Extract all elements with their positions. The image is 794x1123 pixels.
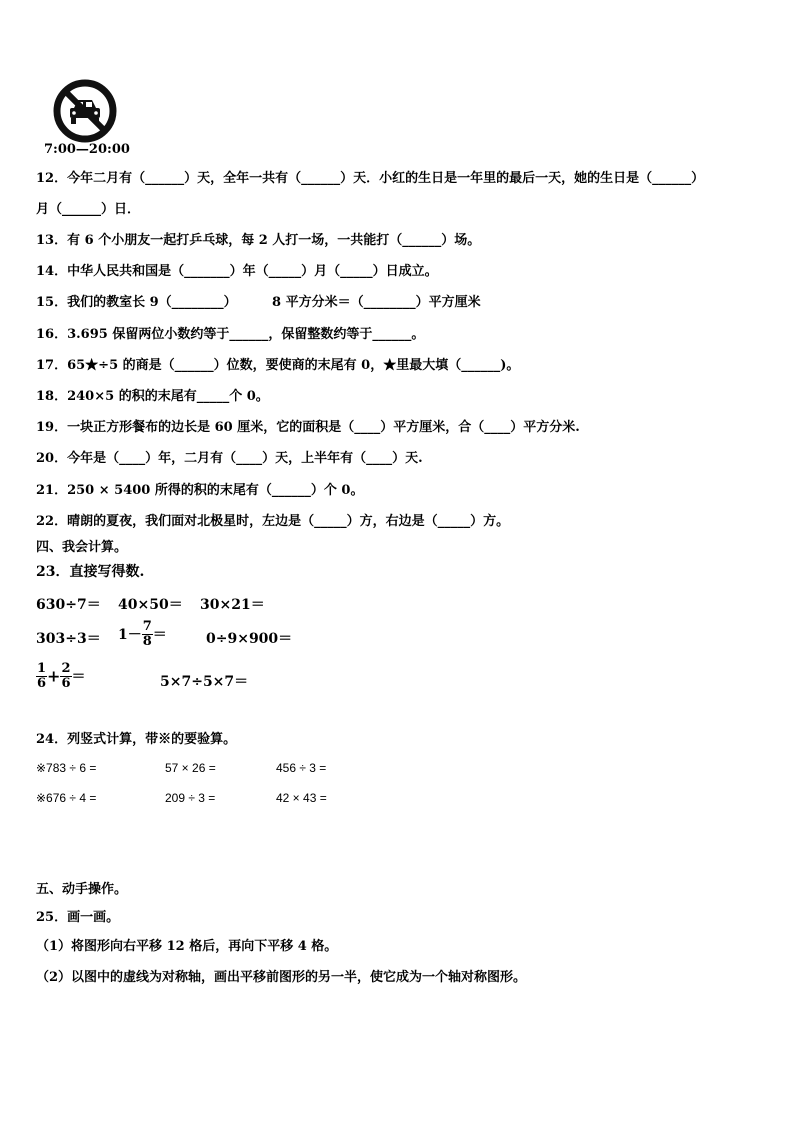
calc-item: 303÷3＝ [36,631,101,647]
question-23-title: 23．直接写得数. [36,564,145,580]
question-13: 13．有 6 个小朋友一起打乒乓球，每 2 人打一场，一共能打（______）场。 [36,233,481,248]
vertical-calc-item: ※676 ÷ 4 = [36,791,97,805]
fraction-numerator: 1 [37,661,47,676]
vertical-calc-item: 57 × 26 = [165,761,216,775]
calc-item: 0÷9×900＝ [206,631,293,647]
vertical-calc-item: 209 ÷ 3 = [165,791,216,805]
section-4-heading: 四、我会计算。 [36,540,128,555]
calc-item: 40×50＝ [118,597,183,613]
vertical-calc-item: 456 ÷ 3 = [276,761,327,775]
fraction [60,662,71,690]
sign-time: 7:00—20:00 [44,142,130,157]
question-14: 14．中华人民共和国是（_______）年（_____）月（_____）日成立。 [36,264,438,279]
vertical-calc-item: 42 × 43 = [276,791,327,805]
fraction-numerator: 2 [61,661,71,676]
fraction-denominator: 6 [61,675,71,691]
calc-item-fraction-sum [36,662,86,690]
question-25-title: 25．画一画。 [36,910,120,925]
fraction-numerator: 7 [142,619,152,634]
question-16: 16．3.695 保留两位小数约等于______，保留整数约等于______。 [36,327,425,342]
section-5-heading: 五、动手操作。 [36,882,128,897]
fraction-equals: ＝ [71,669,86,686]
fraction-whole: 1－ [118,627,142,644]
fraction-equals: ＝ [152,627,167,644]
fraction [142,620,153,648]
question-25-part1: （1）将图形向右平移 12 格后，再向下平移 4 格。 [36,939,338,954]
question-24-title: 24．列竖式计算，带※的要验算。 [36,732,237,747]
fraction-denominator: 8 [142,633,152,649]
question-20: 20．今年是（____）年，二月有（____）天，上半年有（____）天. [36,451,423,466]
plus-sign: + [47,666,61,686]
vertical-calc-item: ※783 ÷ 6 = [36,761,97,775]
calc-item: 5×7÷5×7＝ [160,674,249,690]
question-12-line2: 月（______）日． [36,202,141,217]
question-25-part2: （2）以图中的虚线为对称轴，画出平移前图形的另一半，使它成为一个轴对称图形。 [36,970,527,985]
fraction-denominator: 6 [37,675,47,691]
question-22: 22．晴朗的夏夜，我们面对北极星时，左边是（_____）方，右边是（_____）方。 [36,514,510,529]
question-17: 17．65★÷5 的商是（______）位数，要使商的末尾有 0，★里最大填（______)。 [36,358,520,373]
no-car-sign [52,78,118,144]
question-15-part2: 8 平方分米＝（________）平方厘米 [272,295,481,310]
calc-item: 630÷7＝ [36,597,101,613]
question-12-line1: 12．今年二月有（______）天，全年一共有（______）天．小红的生日是一年里的最后一天，她的生日是（______） [36,171,705,186]
question-19: 19．一块正方形餐布的边长是 60 厘米，它的面积是（____）平方厘米，合（____）平方分米. [36,420,580,435]
question-15-part1: 15．我们的教室长 9（________） [36,295,237,310]
calc-item-fraction [118,620,167,648]
question-21: 21．250 × 5400 所得的积的末尾有（______）个 0。 [36,483,364,498]
question-18: 18．240×5 的积的末尾有_____个 0。 [36,389,269,404]
no-car-sign-icon [52,78,118,144]
fraction [36,662,47,690]
calc-item: 30×21＝ [200,597,265,613]
